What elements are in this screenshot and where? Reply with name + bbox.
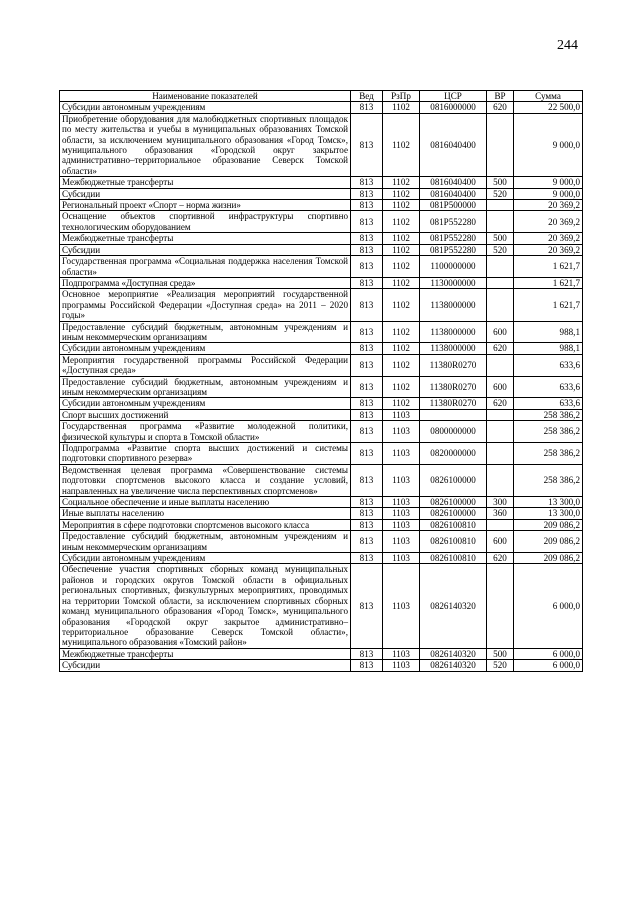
row-sum: 9 000,0 [514,177,583,188]
row-vr: 500 [487,648,514,659]
row-ved: 813 [351,244,383,255]
row-rzpr: 1102 [383,256,420,278]
row-vr [487,113,514,176]
row-vr: 520 [487,660,514,671]
row-ved: 813 [351,321,383,343]
row-vr [487,277,514,288]
row-vr: 520 [487,188,514,199]
row-ved: 813 [351,421,383,443]
row-csr: 11380R0270 [420,398,487,409]
row-name: Региональный проект «Спорт – норма жизни» [60,200,351,211]
row-name: Социальное обеспечение и иные выплаты населению [60,497,351,508]
row-vr [487,519,514,530]
row-rzpr: 1103 [383,531,420,553]
header-name: Наименование показателей [60,91,351,102]
row-ved: 813 [351,660,383,671]
row-name: Субсидии [60,188,351,199]
page-number: 244 [557,38,578,53]
row-ved: 813 [351,343,383,354]
row-csr: 0820000000 [420,443,487,465]
row-rzpr: 1102 [383,188,420,199]
header-vr: ВР [487,91,514,102]
row-ved: 813 [351,553,383,564]
row-sum: 6 000,0 [514,564,583,648]
row-vr: 620 [487,343,514,354]
header-ved: Вед [351,91,383,102]
header-csr: ЦСР [420,91,487,102]
row-ved: 813 [351,188,383,199]
row-ved: 813 [351,200,383,211]
row-vr: 500 [487,177,514,188]
row-csr: 11380R0270 [420,354,487,376]
table-row [60,277,583,288]
row-ved: 813 [351,443,383,465]
row-vr: 620 [487,102,514,113]
row-name: Субсидии [60,660,351,671]
row-name: Субсидии автономным учреждениям [60,102,351,113]
row-csr: 0826100810 [420,531,487,553]
row-name: Субсидии [60,244,351,255]
row-ved: 813 [351,289,383,321]
row-name: Обеспечение участия спортивных сборных команд муниципальных районов и городских округов Томской области в официальных региональных спортивных, физкультурных мероприятиях, проводимых на территории Томской области, за исключением спортивных сборных команд муниципального образования «Город Томск», муниципального образования «Городской округ закрытое административно–территориальное образование Северск Томской области», муниципального образования «Томский район» [60,564,351,648]
row-sum: 6 000,0 [514,648,583,659]
row-vr: 520 [487,244,514,255]
row-csr: 0816040400 [420,188,487,199]
row-vr: 500 [487,233,514,244]
row-name: Межбюджетные трансферты [60,233,351,244]
row-csr: 0800000000 [420,421,487,443]
row-name: Субсидии автономным учреждениям [60,343,351,354]
row-sum: 9 000,0 [514,113,583,176]
table-row [60,354,583,376]
row-vr [487,564,514,648]
row-csr: 0826100000 [420,508,487,519]
row-vr [487,289,514,321]
table-row [60,464,583,496]
row-rzpr: 1103 [383,443,420,465]
budget-table [59,90,583,672]
row-rzpr: 1102 [383,343,420,354]
row-sum: 209 086,2 [514,553,583,564]
row-rzpr: 1103 [383,464,420,496]
row-name: Субсидии автономным учреждениям [60,398,351,409]
row-rzpr: 1102 [383,102,420,113]
row-name: Подпрограмма «Развитие спорта высших достижений и системы подготовки спортивного резерва» [60,443,351,465]
row-ved: 813 [351,177,383,188]
table-row [60,113,583,176]
row-sum: 6 000,0 [514,660,583,671]
row-ved: 813 [351,113,383,176]
row-sum: 22 500,0 [514,102,583,113]
row-rzpr: 1103 [383,519,420,530]
row-vr [487,256,514,278]
row-sum: 1 621,7 [514,256,583,278]
row-csr: 1138000000 [420,289,487,321]
row-rzpr: 1103 [383,421,420,443]
table-row [60,553,583,564]
table-row [60,376,583,398]
row-name: Иные выплаты населению [60,508,351,519]
row-csr: 0826100000 [420,497,487,508]
table-body [60,102,583,671]
row-ved: 813 [351,464,383,496]
row-sum: 9 000,0 [514,188,583,199]
header-sum: Сумма [514,91,583,102]
row-ved: 813 [351,376,383,398]
row-ved: 813 [351,519,383,530]
row-vr [487,421,514,443]
row-name: Мероприятия государственной программы Российской Федерации «Доступная среда» [60,354,351,376]
row-sum: 209 086,2 [514,519,583,530]
row-name: Предоставление субсидий бюджетным, автономным учреждениям и иным некоммерческим организациям [60,531,351,553]
row-csr: 0816040400 [420,177,487,188]
row-vr [487,443,514,465]
row-rzpr: 1102 [383,211,420,233]
row-rzpr: 1103 [383,660,420,671]
row-ved: 813 [351,256,383,278]
row-vr [487,464,514,496]
row-rzpr: 1103 [383,497,420,508]
row-csr: 1138000000 [420,343,487,354]
row-name: Подпрограмма «Доступная среда» [60,277,351,288]
row-csr: 1138000000 [420,321,487,343]
row-rzpr: 1103 [383,508,420,519]
row-csr: 1130000000 [420,277,487,288]
row-ved: 813 [351,277,383,288]
row-sum: 988,1 [514,321,583,343]
row-sum: 13 300,0 [514,508,583,519]
row-vr: 620 [487,553,514,564]
row-ved: 813 [351,398,383,409]
row-rzpr: 1102 [383,354,420,376]
row-sum: 20 369,2 [514,200,583,211]
row-vr [487,200,514,211]
row-sum: 13 300,0 [514,497,583,508]
row-ved: 813 [351,102,383,113]
row-sum: 633,6 [514,398,583,409]
row-vr: 300 [487,497,514,508]
row-sum: 633,6 [514,354,583,376]
table-row [60,564,583,648]
table-row [60,211,583,233]
row-name: Предоставление субсидий бюджетным, автономным учреждениям и иным некоммерческим организациям [60,376,351,398]
row-name: Оснащение объектов спортивной инфраструктуры спортивно технологическим оборудованием [60,211,351,233]
row-name: Межбюджетные трансферты [60,177,351,188]
row-csr: 0826100000 [420,464,487,496]
row-csr: 081P500000 [420,200,487,211]
row-ved: 813 [351,211,383,233]
row-sum: 988,1 [514,343,583,354]
table-row [60,244,583,255]
table-row [60,519,583,530]
row-csr: 11380R0270 [420,376,487,398]
row-ved: 813 [351,648,383,659]
row-name: Государственная программа «Социальная поддержка населения Томской области» [60,256,351,278]
table-row [60,188,583,199]
table-row [60,102,583,113]
row-rzpr: 1102 [383,376,420,398]
table-row [60,660,583,671]
row-ved: 813 [351,508,383,519]
table-row [60,443,583,465]
row-rzpr: 1103 [383,648,420,659]
row-vr [487,354,514,376]
row-sum: 258 386,2 [514,421,583,443]
table-row [60,233,583,244]
row-sum: 633,6 [514,376,583,398]
row-csr: 081P552280 [420,244,487,255]
table-row [60,256,583,278]
row-name: Спорт высших достижений [60,409,351,420]
row-ved: 813 [351,564,383,648]
row-sum: 209 086,2 [514,531,583,553]
row-rzpr: 1102 [383,277,420,288]
row-rzpr: 1102 [383,177,420,188]
table-row [60,409,583,420]
row-csr: 0816040400 [420,113,487,176]
row-ved: 813 [351,497,383,508]
table-row [60,508,583,519]
row-sum: 20 369,2 [514,233,583,244]
row-csr: 0826100810 [420,519,487,530]
row-csr: 0826140320 [420,660,487,671]
row-csr: 0826140320 [420,648,487,659]
row-rzpr: 1103 [383,409,420,420]
row-csr: 0826140320 [420,564,487,648]
table-row [60,648,583,659]
row-ved: 813 [351,531,383,553]
row-vr: 360 [487,508,514,519]
row-csr: 081P552280 [420,211,487,233]
row-name: Государственная программа «Развитие молодежной политики, физической культуры и спорта в Томской области» [60,421,351,443]
row-sum: 20 369,2 [514,211,583,233]
row-csr: 081P552280 [420,233,487,244]
row-rzpr: 1103 [383,564,420,648]
row-vr: 600 [487,321,514,343]
table-row [60,398,583,409]
row-csr: 0816000000 [420,102,487,113]
table-row [60,321,583,343]
row-rzpr: 1102 [383,233,420,244]
row-vr [487,211,514,233]
table-row [60,421,583,443]
table-row [60,200,583,211]
table-header-row [60,91,583,102]
row-rzpr: 1102 [383,289,420,321]
row-rzpr: 1102 [383,113,420,176]
row-sum: 258 386,2 [514,409,583,420]
row-csr [420,409,487,420]
row-ved: 813 [351,233,383,244]
row-sum: 20 369,2 [514,244,583,255]
row-rzpr: 1102 [383,398,420,409]
row-csr: 1100000000 [420,256,487,278]
row-sum: 258 386,2 [514,464,583,496]
row-ved: 813 [351,409,383,420]
row-ved: 813 [351,354,383,376]
table-row [60,177,583,188]
row-name: Предоставление субсидий бюджетным, автономным учреждениям и иным некоммерческим организациям [60,321,351,343]
row-name: Субсидии автономным учреждениям [60,553,351,564]
row-name: Мероприятия в сфере подготовки спортсменов высокого класса [60,519,351,530]
row-rzpr: 1102 [383,244,420,255]
row-sum: 258 386,2 [514,443,583,465]
row-name: Основное мероприятие «Реализация мероприятий государственной программы Российской Федерации «Доступная среда» на 2011 – 2020 годы» [60,289,351,321]
row-sum: 1 621,7 [514,277,583,288]
row-vr: 600 [487,531,514,553]
row-rzpr: 1102 [383,321,420,343]
table-row [60,531,583,553]
row-rzpr: 1102 [383,200,420,211]
row-csr: 0826100810 [420,553,487,564]
row-name: Приобретение оборудования для малобюджетных спортивных площадок по месту жительства и учебы в муниципальных образованиях Томской области, за исключением муниципального образования «Город Томск», муниципального образования «Городской округ закрытое административно–территориальное образование Северск Томской области» [60,113,351,176]
row-name: Ведомственная целевая программа «Совершенствование системы подготовки спортсменов высокого класса и создание условий, направленных на увеличение числа перспективных спортсменов» [60,464,351,496]
row-name: Межбюджетные трансферты [60,648,351,659]
table-row [60,497,583,508]
header-rzpr: РзПр [383,91,420,102]
row-sum: 1 621,7 [514,289,583,321]
row-vr [487,409,514,420]
table-row [60,343,583,354]
row-vr: 620 [487,398,514,409]
table-row [60,289,583,321]
row-vr: 600 [487,376,514,398]
row-rzpr: 1103 [383,553,420,564]
